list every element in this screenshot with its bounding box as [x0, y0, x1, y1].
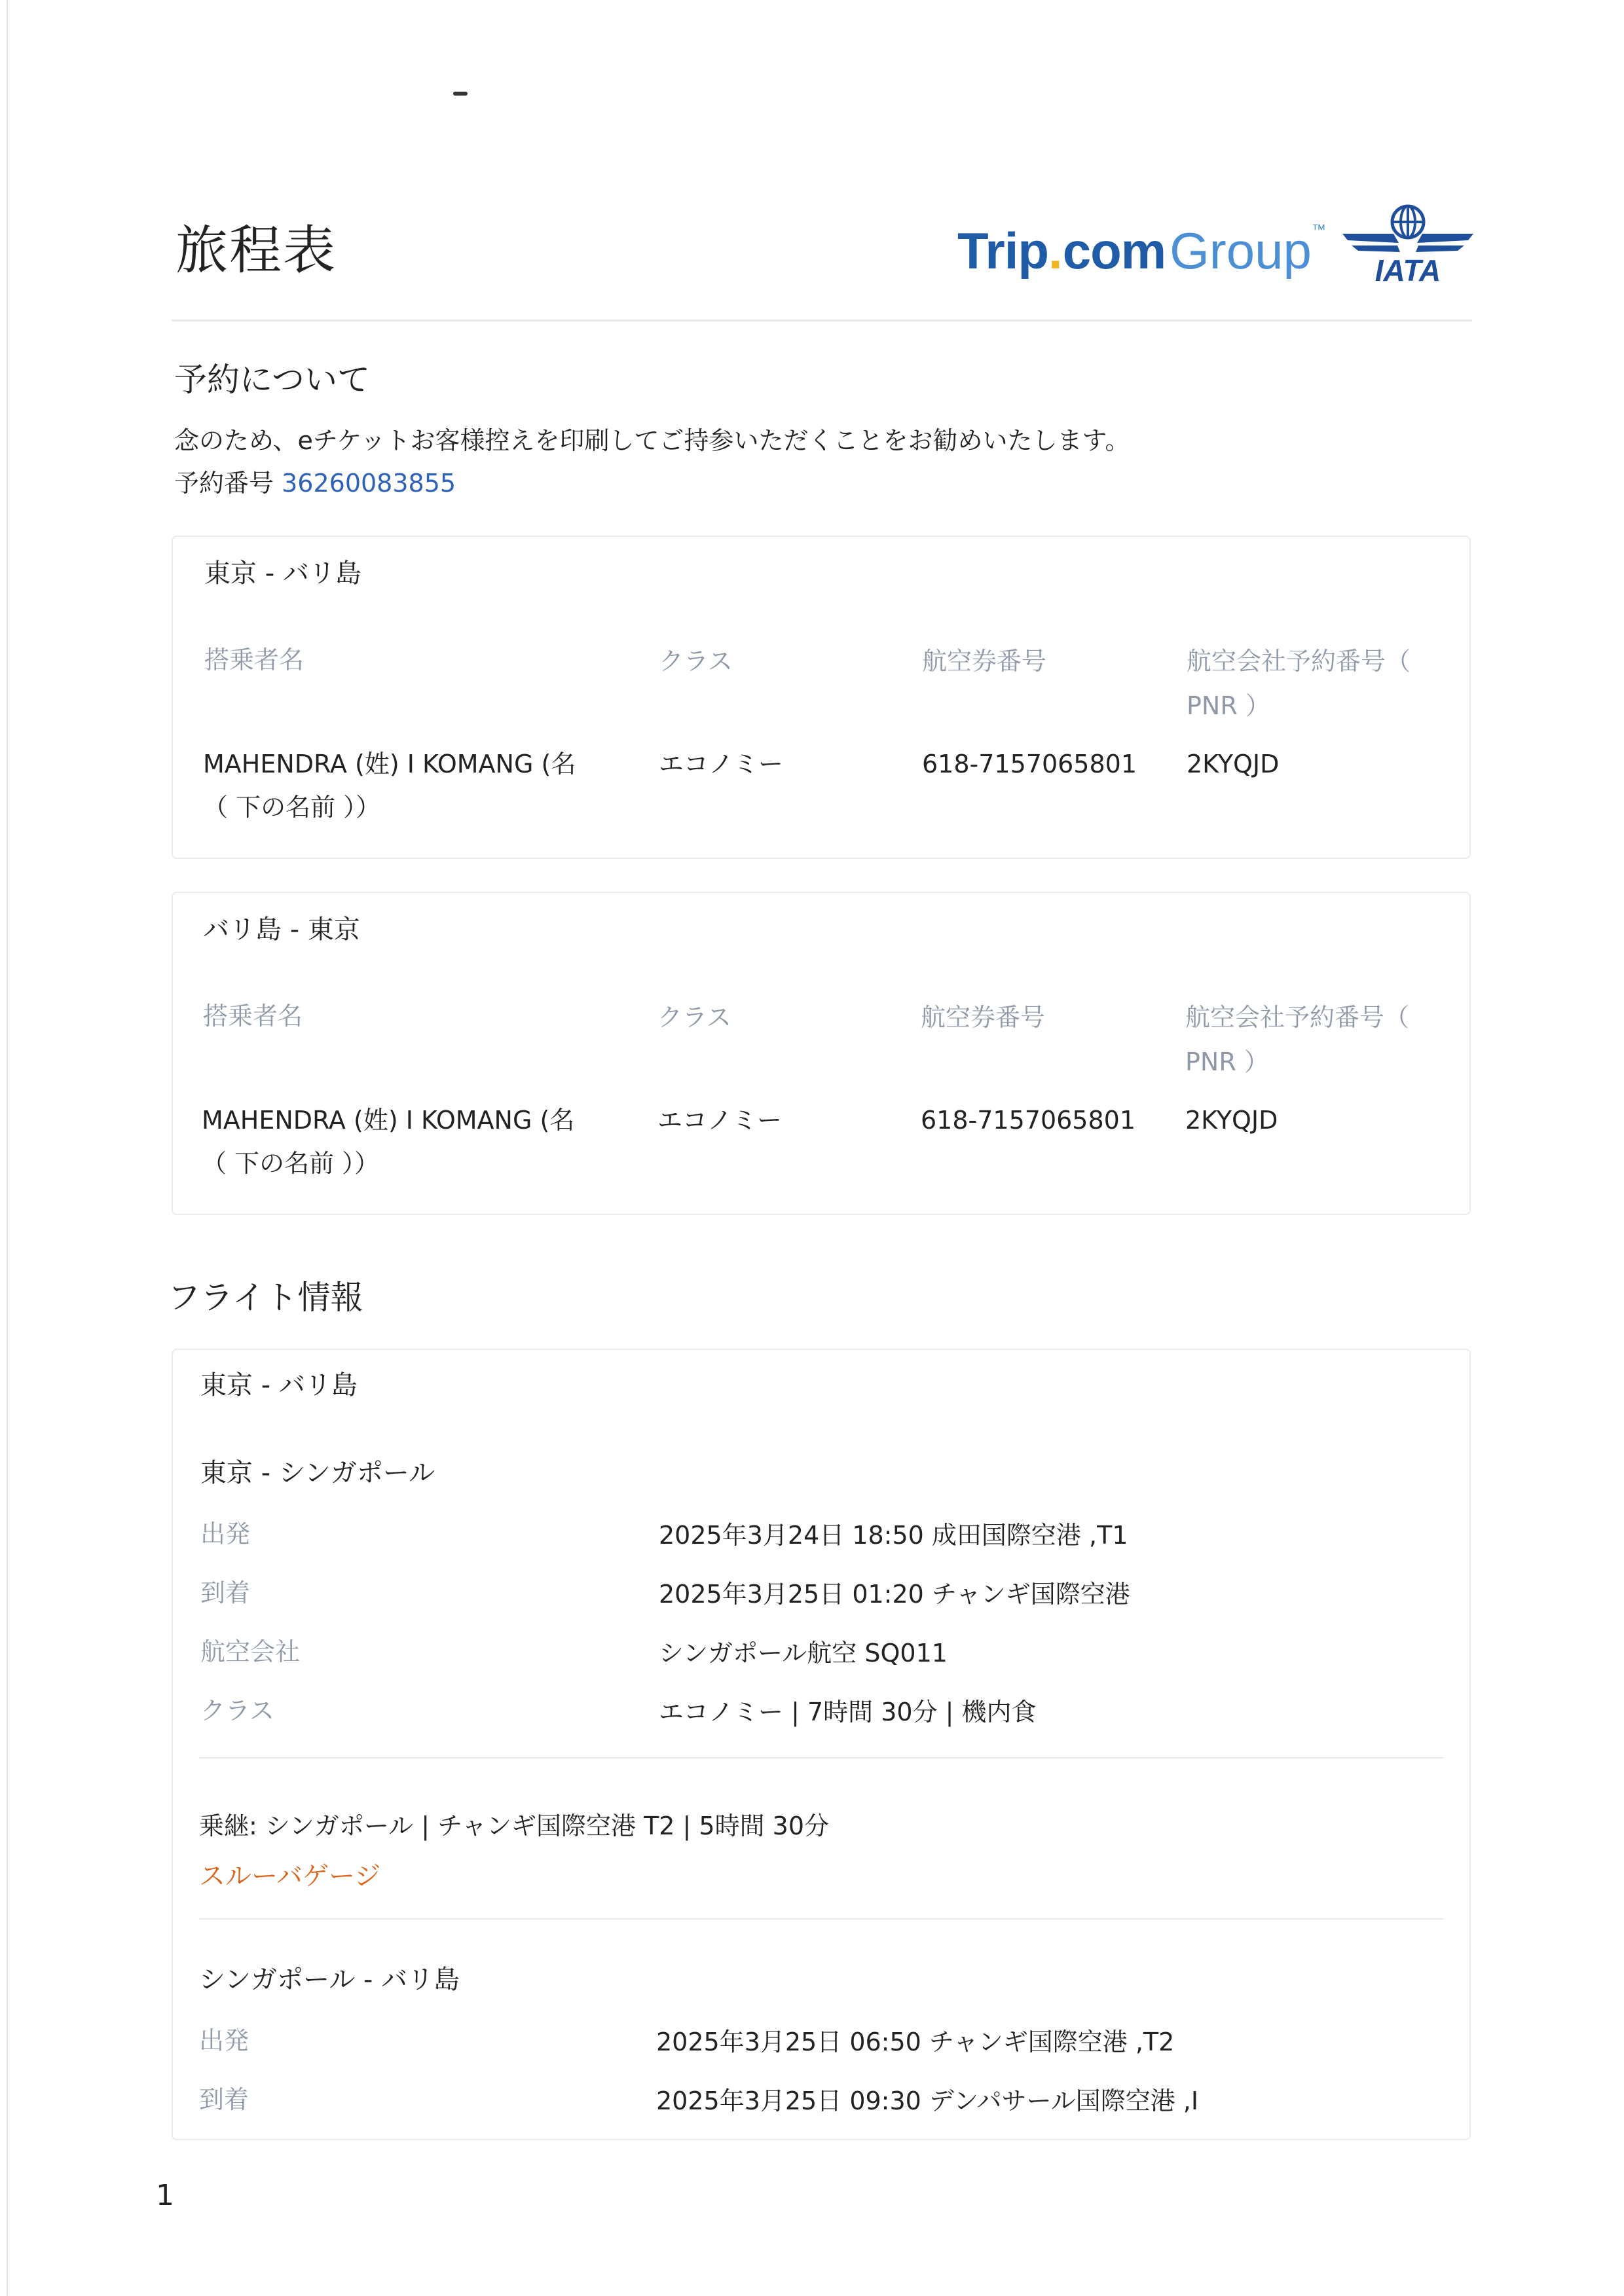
segment1-depart-label: 出発 [200, 1520, 251, 1548]
through-baggage-label: スルーバゲージ [199, 1861, 381, 1891]
scan-edge [7, 0, 8, 2296]
trip-com-group-logo [957, 221, 1326, 281]
pnr-header-line1: 航空会社予約番号（ [1185, 1003, 1410, 1032]
transfer-info: 乗継: シンガポール | チャンギ国際空港 T2 | 5時間 30分 [199, 1812, 830, 1840]
segment1-airline-label: 航空会社 [200, 1637, 301, 1666]
ticket-card-return [172, 892, 1471, 1215]
scan-speck [453, 92, 468, 96]
ticket-number-value: 618-7157065801 [921, 1106, 1136, 1135]
brand-trademark: ™ [1311, 221, 1326, 238]
booking-number [174, 463, 456, 499]
booking-number-value: 36260083855 [282, 469, 456, 498]
class-value: エコノミー [659, 750, 784, 778]
segment2-arrive-label: 到着 [199, 2085, 249, 2114]
segment1-route: 東京 - シンガポール [200, 1458, 435, 1488]
booking-heading: 予約について [174, 361, 370, 399]
booking-number-label: 予約番号 [174, 469, 274, 498]
iata-logo-text: IATA [1375, 253, 1441, 285]
pnr-value: 2KYQJD [1185, 1106, 1278, 1135]
brand-trip: Trip [957, 222, 1049, 280]
class-value: エコノミー [657, 1106, 783, 1135]
segment1-class-label: クラス [200, 1696, 274, 1725]
flight-info-heading: フライト情報 [168, 1279, 363, 1317]
pnr-header-line1: 航空会社予約番号（ [1187, 647, 1411, 676]
passenger-header: 搭乗者名 [203, 1002, 303, 1030]
pnr-header-line2: PNR ） [1187, 691, 1270, 720]
segment-divider [199, 1757, 1443, 1758]
ticket-route: 東京 - バリ島 [204, 558, 361, 589]
ticket-number-value: 618-7157065801 [922, 750, 1137, 778]
segment2-route: シンガポール - バリ島 [199, 1965, 460, 1995]
segment-divider [199, 1918, 1443, 1920]
brand-com: com [1062, 222, 1166, 280]
flight-card [172, 1349, 1471, 2140]
passenger-name-line2: （ 下の名前 ）） [202, 1149, 380, 1178]
brand-group: Group [1170, 222, 1312, 280]
segment1-arrive-value: 2025年3月25日 01:20 チャンギ国際空港 [659, 1580, 1130, 1609]
passenger-name [203, 742, 576, 829]
page-title: 旅程表 [175, 220, 337, 281]
segment2-depart-value: 2025年3月25日 06:50 チャンギ国際空港 ,T2 [656, 2028, 1175, 2056]
pnr-header [1185, 995, 1409, 1084]
flight-route: 東京 - バリ島 [200, 1370, 358, 1400]
booking-notice: 念のため、eチケットお客様控えを印刷してご持参いただくことをお勧めいたします。 [174, 426, 1130, 455]
passenger-name [202, 1099, 574, 1185]
page-number: 1 [156, 2179, 174, 2212]
pnr-value: 2KYQJD [1187, 750, 1280, 778]
segment1-arrive-label: 到着 [200, 1578, 251, 1607]
header-divider [172, 319, 1472, 321]
class-header: クラス [659, 647, 733, 676]
class-header: クラス [657, 1003, 731, 1032]
iata-logo-icon [1342, 200, 1473, 285]
segment2-depart-label: 出発 [199, 2026, 249, 2055]
pnr-header [1187, 639, 1411, 728]
ticket-route: バリ島 - 東京 [203, 915, 360, 945]
passenger-name-line1: MAHENDRA (姓) I KOMANG (名 [202, 1106, 575, 1135]
segment1-airline-value: シンガポール航空 SQ011 [659, 1639, 948, 1667]
ticket-card-outbound [172, 536, 1471, 859]
ticket-number-header: 航空券番号 [921, 1003, 1046, 1032]
passenger-header: 搭乗者名 [204, 646, 304, 674]
segment1-class-value: エコノミー | 7時間 30分 | 機内食 [659, 1698, 1037, 1726]
ticket-number-header: 航空券番号 [922, 647, 1047, 676]
passenger-name-line1: MAHENDRA (姓) I KOMANG (名 [203, 750, 576, 778]
segment2-arrive-value: 2025年3月25日 09:30 デンパサール国際空港 ,I [656, 2086, 1199, 2115]
pnr-header-line2: PNR ） [1185, 1048, 1269, 1076]
segment1-depart-value: 2025年3月24日 18:50 成田国際空港 ,T1 [659, 1521, 1128, 1550]
passenger-name-line2: （ 下の名前 ）） [203, 793, 381, 822]
brand-dot: . [1048, 222, 1063, 280]
